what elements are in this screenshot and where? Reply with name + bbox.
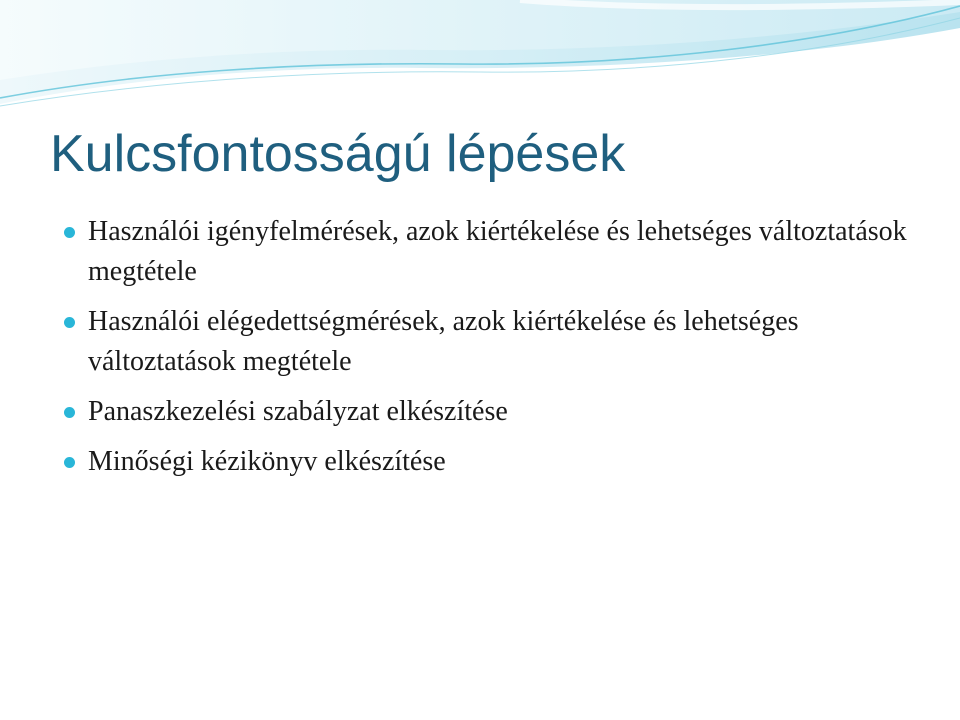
bullet-dot-icon — [64, 407, 75, 418]
bullet-text: Használói igényfelmérések, azok kiértékelése és lehetséges változtatások megtétele — [88, 216, 907, 287]
slide-title: Kulcsfontosságú lépések — [50, 125, 626, 183]
bullet-text: Használói elégedettségmérések, azok kiértékelése és lehetséges változtatások megtétele — [88, 306, 799, 377]
bullet-text: Minőségi kézikönyv elkészítése — [88, 446, 446, 477]
bullet-dot-icon — [64, 227, 75, 238]
bullet-item — [64, 302, 924, 382]
bullet-item — [64, 212, 924, 292]
bullet-dot-icon — [64, 317, 75, 328]
bullet-dot-icon — [64, 457, 75, 468]
bullet-item — [64, 392, 924, 432]
decorative-wave-header — [0, 0, 960, 120]
bullet-list — [64, 212, 924, 492]
bullet-text: Panaszkezelési szabályzat elkészítése — [88, 396, 508, 427]
bullet-item — [64, 442, 924, 482]
